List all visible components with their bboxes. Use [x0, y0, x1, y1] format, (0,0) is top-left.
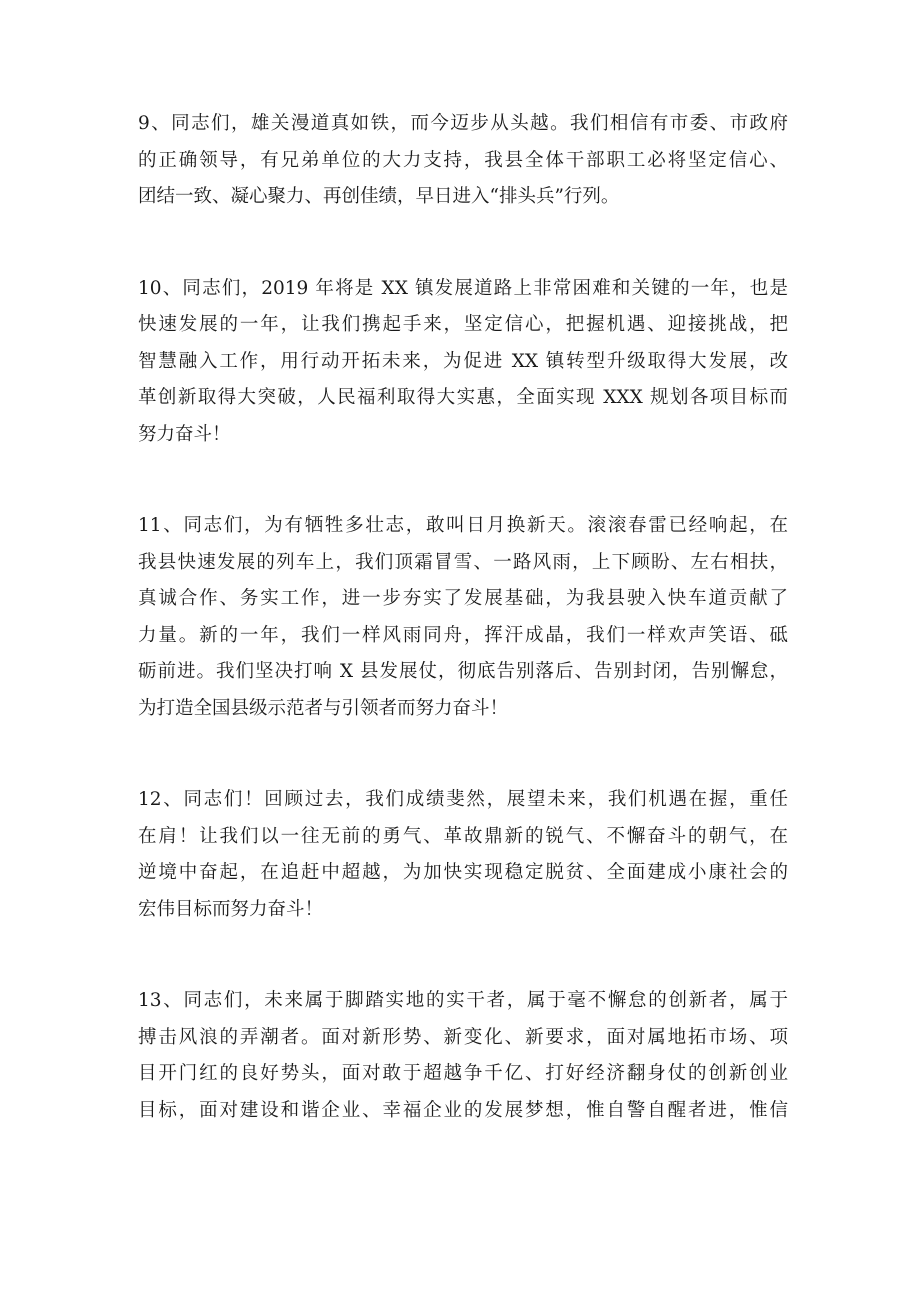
- paragraph-9: [138, 106, 788, 216]
- text-line: 我县快速发展的列车上，我们顶霜冒雪、一路风雨，上下顾盼、左右相扶，: [138, 551, 788, 573]
- paragraph-13: [138, 983, 788, 1129]
- text-line: 目标，面对建设和谐企业、幸福企业的发展梦想，惟自警自醒者进，惟信: [138, 1099, 788, 1121]
- text-line: 11、同志们，为有牺牲多壮志，敢叫日月换新天。滚滚春雷已经响起，在: [138, 515, 788, 536]
- text-line: 智慧融入工作，用行动开拓未来，为促进 XX 镇转型升级取得大发展，改: [138, 350, 788, 372]
- text-line: 力量。新的一年，我们一样风雨同舟，挥汗成晶，我们一样欢声笑语、砥: [138, 624, 788, 646]
- text-line: 为打造全国县级示范者与引领者而努力奋斗！: [138, 697, 509, 719]
- paragraph-gap: [138, 216, 788, 271]
- paragraph-10: [138, 271, 788, 454]
- text-line: 12、同志们！回顾过去，我们成绩斐然，展望未来，我们机遇在握，重任: [138, 789, 788, 810]
- paragraph-11: [138, 508, 788, 727]
- text-line: 努力奋斗！: [138, 423, 231, 445]
- text-line: 革创新取得大突破，人民福利取得大实惠，全面实现 XXX 规划各项目标而: [138, 387, 788, 408]
- text-line: 团结一致、凝心聚力、再创佳绩，早日进入“排头兵”行列。: [138, 186, 620, 207]
- paragraph-12: [138, 782, 788, 928]
- text-line: 目开门红的良好势头，面对敢于超越争千亿、打好经济翻身仗的创新创业: [138, 1063, 788, 1084]
- paragraph-gap: [138, 727, 788, 782]
- text-line: 砺前进。我们坚决打响 X 县发展仗，彻底告别落后、告别封闭，告别懈怠，: [138, 661, 788, 682]
- text-line: 10、同志们，2019 年将是 XX 镇发展道路上非常困难和关键的一年，也是: [138, 277, 788, 299]
- text-line: 的正确领导，有兄弟单位的大力支持，我县全体干部职工必将坚定信心、: [138, 149, 788, 171]
- text-line: 13、同志们，未来属于脚踏实地的实干者，属于毫不懈怠的创新者，属于: [138, 990, 788, 1011]
- text-line: 宏伟目标而努力奋斗！: [138, 898, 324, 920]
- text-line: 真诚合作、务实工作，进一步夯实了发展基础，为我县驶入快车道贡献了: [138, 588, 788, 609]
- paragraph-gap: [138, 453, 788, 508]
- text-line: 快速发展的一年，让我们携起手来，坚定信心，把握机遇、迎接挑战，把: [138, 314, 788, 335]
- paragraph-gap: [138, 928, 788, 983]
- text-line: 逆境中奋起，在追赶中超越，为加快实现稳定脱贫、全面建成小康社会的: [138, 862, 788, 883]
- text-line: 搏击风浪的弄潮者。面对新形势、新变化、新要求，面对属地拓市场、项: [138, 1026, 788, 1048]
- text-line: 9、同志们，雄关漫道真如铁，而今迈步从头越。我们相信有市委、市政府: [138, 113, 788, 134]
- text-line: 在肩！让我们以一往无前的勇气、革故鼎新的锐气、不懈奋斗的朝气，在: [138, 825, 788, 847]
- document-page: [138, 106, 788, 1129]
